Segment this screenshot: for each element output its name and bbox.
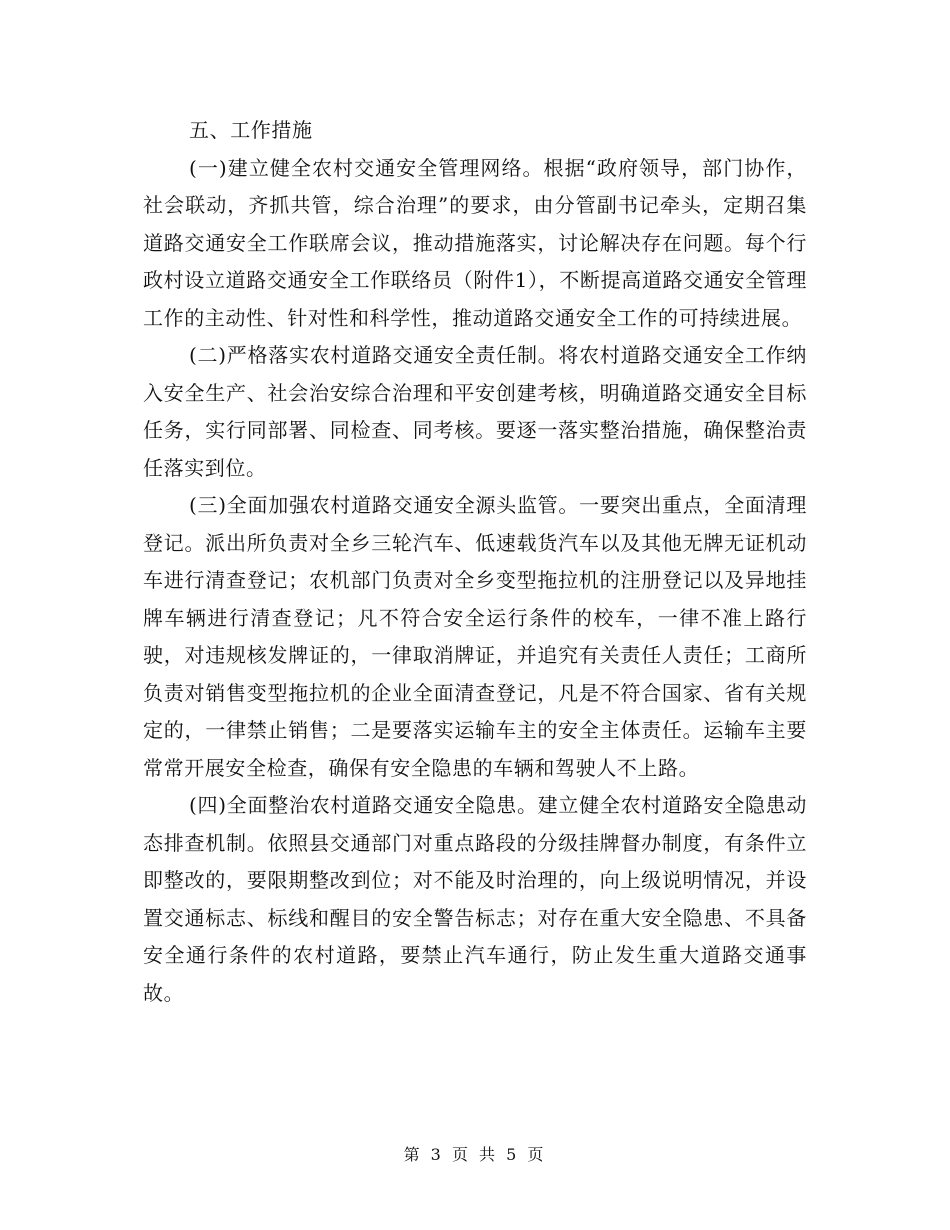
- paragraph-responsibility: (二)严格落实农村道路交通安全责任制。将农村道路交通安全工作纳入安全生产、社会治安综合治理和平安创建考核，明确道路交通安全目标任务，实行同部署、同检查、同考核。要逐一落实整治措施，确保整治责任落实到位。: [143, 343, 807, 480]
- document-body: [143, 112, 807, 1012]
- section-title: 五、工作措施: [189, 118, 313, 142]
- paragraph-source-supervision: (三)全面加强农村道路交通安全源头监管。一要突出重点，全面清理登记。派出所负责对全乡三轮汽车、低速载货汽车以及其他无牌无证机动车进行清查登记；农机部门负责对全乡变型拖拉机的注册登记以及异地挂牌车辆进行清查登记；凡不符合安全运行条件的校车，一律不准上路行驶，对违规核发牌证的，一律取消牌证，并追究有关责任人责任；工商所负责对销售变型拖拉机的企业全面清查登记，凡是不符合国家、省有关规定的，一律禁止销售；二是要落实运输车主的安全主体责任。运输车主要常常开展安全检查，确保有安全隐患的车辆和驾驶人不上路。: [143, 493, 807, 780]
- paragraph-hazard-rectification: (四)全面整治农村道路交通安全隐患。建立健全农村道路安全隐患动态排查机制。依照县交通部门对重点路段的分级挂牌督办制度，有条件立即整改的，要限期整改到位；对不能及时治理的，向上级说明情况，并设置交通标志、标线和醒目的安全警告标志；对存在重大安全隐患、不具备安全通行条件的农村道路，要禁止汽车通行，防止发生重大道路交通事故。: [143, 793, 807, 1005]
- page-number-footer: 第 3 页 共 5 页: [403, 1145, 547, 1164]
- paragraph-network: (一)建立健全农村交通安全管理网络。根据“政府领导，部门协作，社会联动，齐抓共管，综合治理”的要求，由分管副书记牵头，定期召集道路交通安全工作联席会议，推动措施落实，讨论解决存在问题。每个行政村设立道路交通安全工作联络员（附件1），不断提高道路交通安全管理工作的主动性、针对性和科学性，推动道路交通安全工作的可持续进展。: [143, 155, 807, 330]
